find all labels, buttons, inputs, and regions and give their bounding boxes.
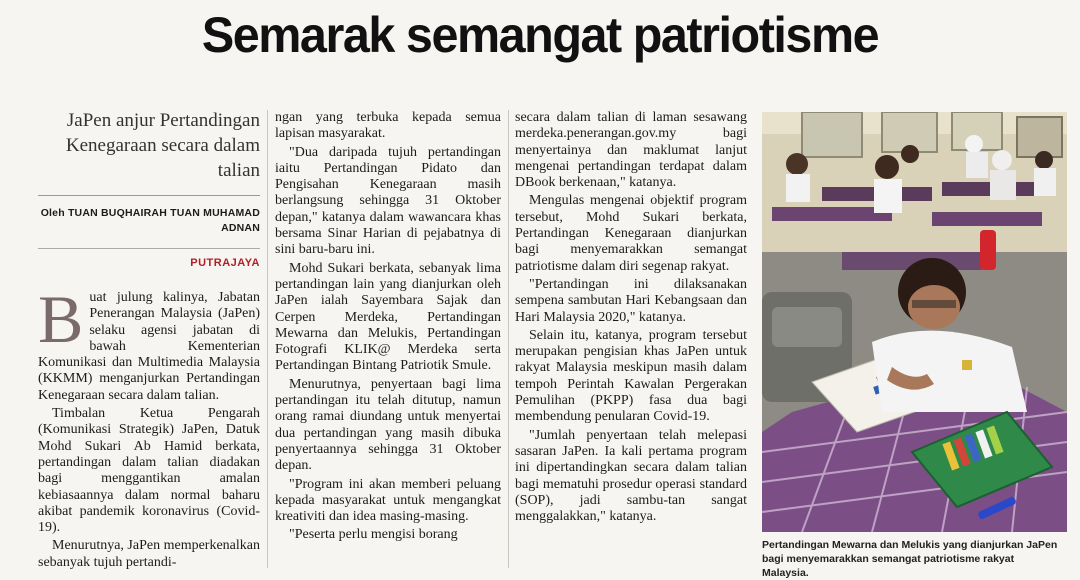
paragraph: Menurutnya, penyertaan bagi lima pertandingan itu telah ditutup, namun orang ramai diundang untuk menyertai dua pertandingan yang masih dibuka penyertaannya sehingga 31 Oktober depan. [275,376,501,474]
paragraph: "Jumlah penyertaan telah melepasi sasaran JaPen. Ia kali pertama program ini dipertandingkan secara dalam talian bagi mematuhi prosedur operasi standard (SOP), jadi sambu-tan sangat menggalakkan," katanya. [515,427,747,525]
column-rule [508,110,509,568]
divider [38,248,260,249]
paragraph: "Dua daripada tujuh pertandingan iaitu Pertandingan Pidato dan Pengisahan Kenegaraan masih berlangsung sehingga 31 Oktober depan," katanya dalam wawancara khas bersama Sinar Harian di pejabatnya di sini baru-baru ini. [275,144,501,258]
column-3 [515,110,747,525]
classroom-illustration [762,112,1067,532]
headline: Semarak semangat patriotisme [201,7,879,63]
news-photo [762,112,1067,532]
paragraph: Menurutnya, JaPen memperkenalkan sebanyak tujuh pertandi- [38,538,260,570]
column-rule [267,110,268,568]
dateline: PUTRAJAYA [190,257,260,269]
paragraph: uat julung kalinya, Jabatan Penerangan Malaysia (JaPen) selaku agensi jabatan di bawah Kementerian Komunikasi dan Multimedia Malaysia (KKMM) menganjurkan Pertandingan Kenegaraan secara dalam talian. [38,290,260,403]
paragraph: Mohd Sukari berkata, sebanyak lima pertandingan lain yang dianjurkan oleh JaPen ialah Sayembara Sajak dan Cerpen Merdeka, Pertandingan Mewarna dan Melukis, Pertandingan Fotografi KLIK@ Merdeka serta Pertandingan Bintang Patriotik Smule. [275,260,501,374]
divider [38,195,260,196]
photo-caption: Pertandingan Mewarna dan Melukis yang dianjurkan JaPen bagi menyemarakkan semangat patriotisme rakyat Malaysia. [762,539,1058,579]
dropcap: B [38,281,84,357]
deck-subheadline: JaPen anjur Pertandingan Kenegaraan secara dalam talian [65,110,260,181]
paragraph: "Peserta perlu mengisi borang [289,527,458,543]
paragraph: Selain itu, katanya, program tersebut merupakan pengisian khas JaPen untuk rakyat Malaysia meskipun masih dalam tempoh Perintah Kawalan Pergerakan Pemulihan (PKPP) fasa dua bagi membendung penularan Covid-19. [515,327,747,425]
paragraph: Timbalan Ketua Pengarah (Komunikasi Strategik) JaPen, Datuk Mohd Sukari Ab Hamid berkata, pertandingan dalam talian diadakan bagi menggantikan amalan kebiasaannya dalam normal baharu akibat pandemik koronavirus (Covid-19). [38,406,260,536]
column-2 [275,110,501,544]
paragraph: secara dalam talian di laman sesawang merdeka.penerangan.gov.my bagi menyertainya dan maklumat lanjut mengenai pertandingan terdapat dalam DBook berkenaan," katanya. [515,110,747,191]
column-1-header [38,108,260,269]
paragraph: "Program ini akan memberi peluang kepada masyarakat untuk mengangkat kreativiti dan idea masing-masing. [275,476,501,525]
paragraph: "Pertandingan ini dilaksanakan sempena sambutan Hari Kebangsaan dan Hari Malaysia 2020," katanya. [515,276,747,325]
byline: Oleh TUAN BUQHAIRAH TUAN MUHAMAD ADNAN [40,207,260,234]
lead-column [38,281,260,571]
paragraph: Mengulas mengenai objektif program tersebut, Mohd Sukari berkata, Pertandingan Kenegaraan dianjurkan bagi menyemarakkan semangat patriotisme dalam diri segenap rakyat. [515,193,747,274]
paragraph: ngan yang terbuka kepada semua lapisan masyarakat. [275,110,501,142]
